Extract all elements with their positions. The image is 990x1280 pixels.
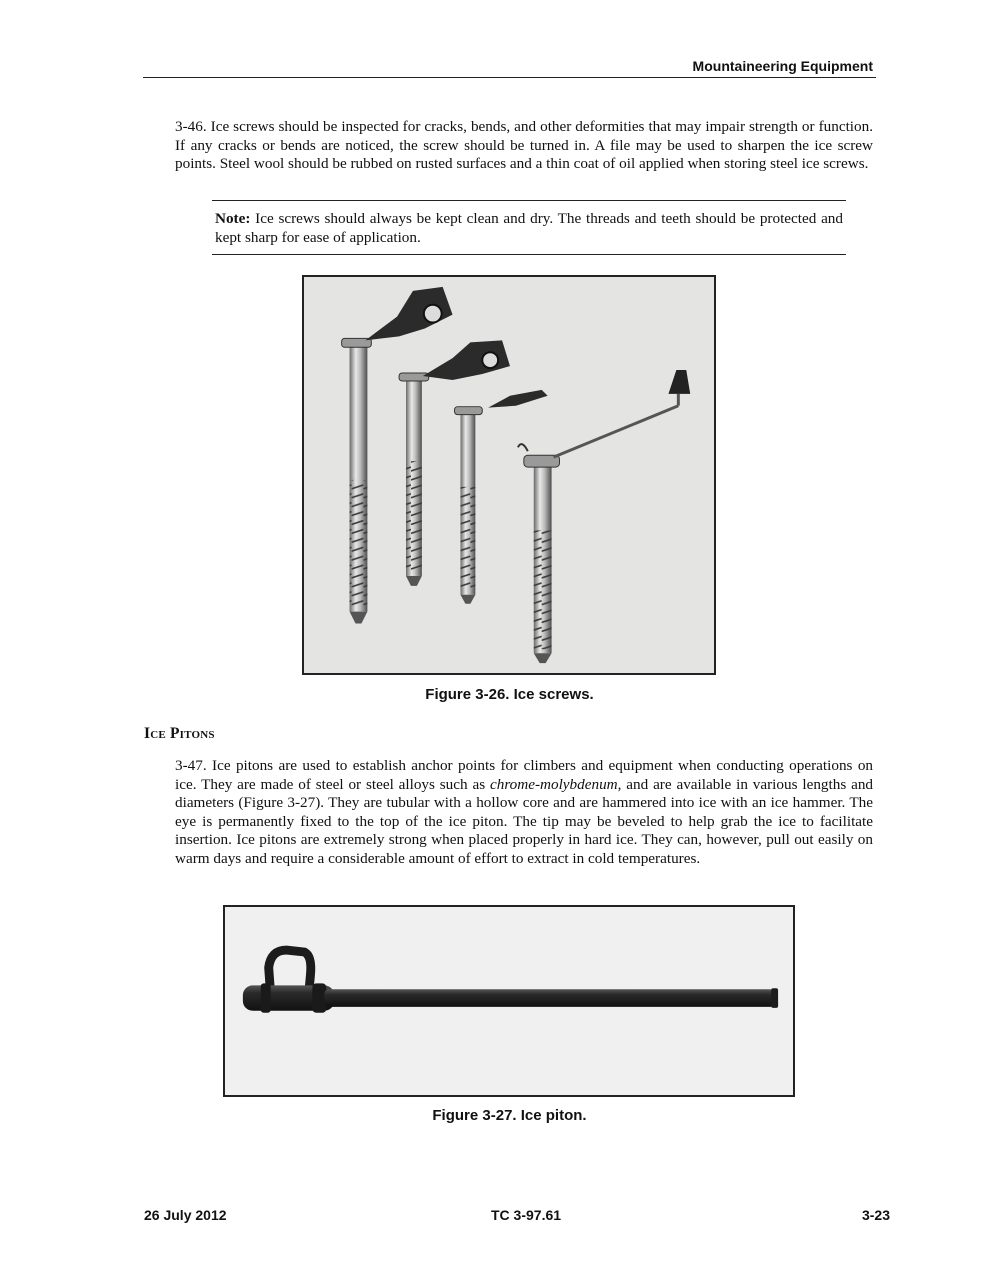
paragraph-number: 3-46.: [175, 118, 207, 135]
paragraph-body-start: Ice pitons are used to establish anchor points for climbers and equipment when conducting operations on ice. They are made of steel or steel alloys such as: [175, 757, 874, 793]
note-body: Ice screws should always be kept clean and dry. The threads and teeth should be protected and kept sharp for ease of application.: [215, 210, 843, 246]
note-label: Note:: [215, 210, 251, 227]
paragraph-3-46: [175, 118, 873, 174]
ice-piton-photo: [223, 905, 795, 1097]
footer-document-id: TC 3-97.61: [491, 1207, 562, 1223]
paragraph-body: Ice screws should be inspected for cracks, bends, and other deformities that may impair strength or function. If any cracks or bends are noticed, the screw should be turned in. A file may be used to sharpen the ice screw points. Steel wool should be rubbed on rusted surfaces and a thin coat of oil applied when storing steel ice screws.: [175, 118, 873, 173]
alloy-term: chrome-molybdenum: [489, 775, 618, 793]
footer-date: 26 July 2012: [144, 1207, 227, 1223]
paragraph-3-47: [175, 757, 873, 869]
header-rule: [143, 77, 876, 78]
figure-3-27-caption: Figure 3-27. Ice piton.: [432, 1107, 587, 1124]
paragraph-number: 3-47.: [175, 757, 207, 774]
figure-3-26-caption: Figure 3-26. Ice screws.: [425, 686, 594, 703]
running-head: Mountaineering Equipment: [692, 58, 873, 74]
section-heading-ice-pitons: Ice Pitons: [144, 725, 215, 742]
paragraph-body-end: , and are available in various lengths and diameters (Figure 3-27). They are tubular with a hollow core and are hammered into ice with an ice hammer. The eye is permanently fixed to the top of the ice piton. The tip may be beveled to help grab the ice to facilitate insertion. Ice pitons are extremely strong when placed properly in hard ice. They can, however, pull out easily on warm days and require a considerable amount of effort to extract in cold temperatures.: [175, 775, 874, 867]
footer-page-number: 3-23: [861, 1207, 890, 1223]
ice-screws-photo: [302, 275, 716, 675]
note-box: [212, 200, 846, 255]
